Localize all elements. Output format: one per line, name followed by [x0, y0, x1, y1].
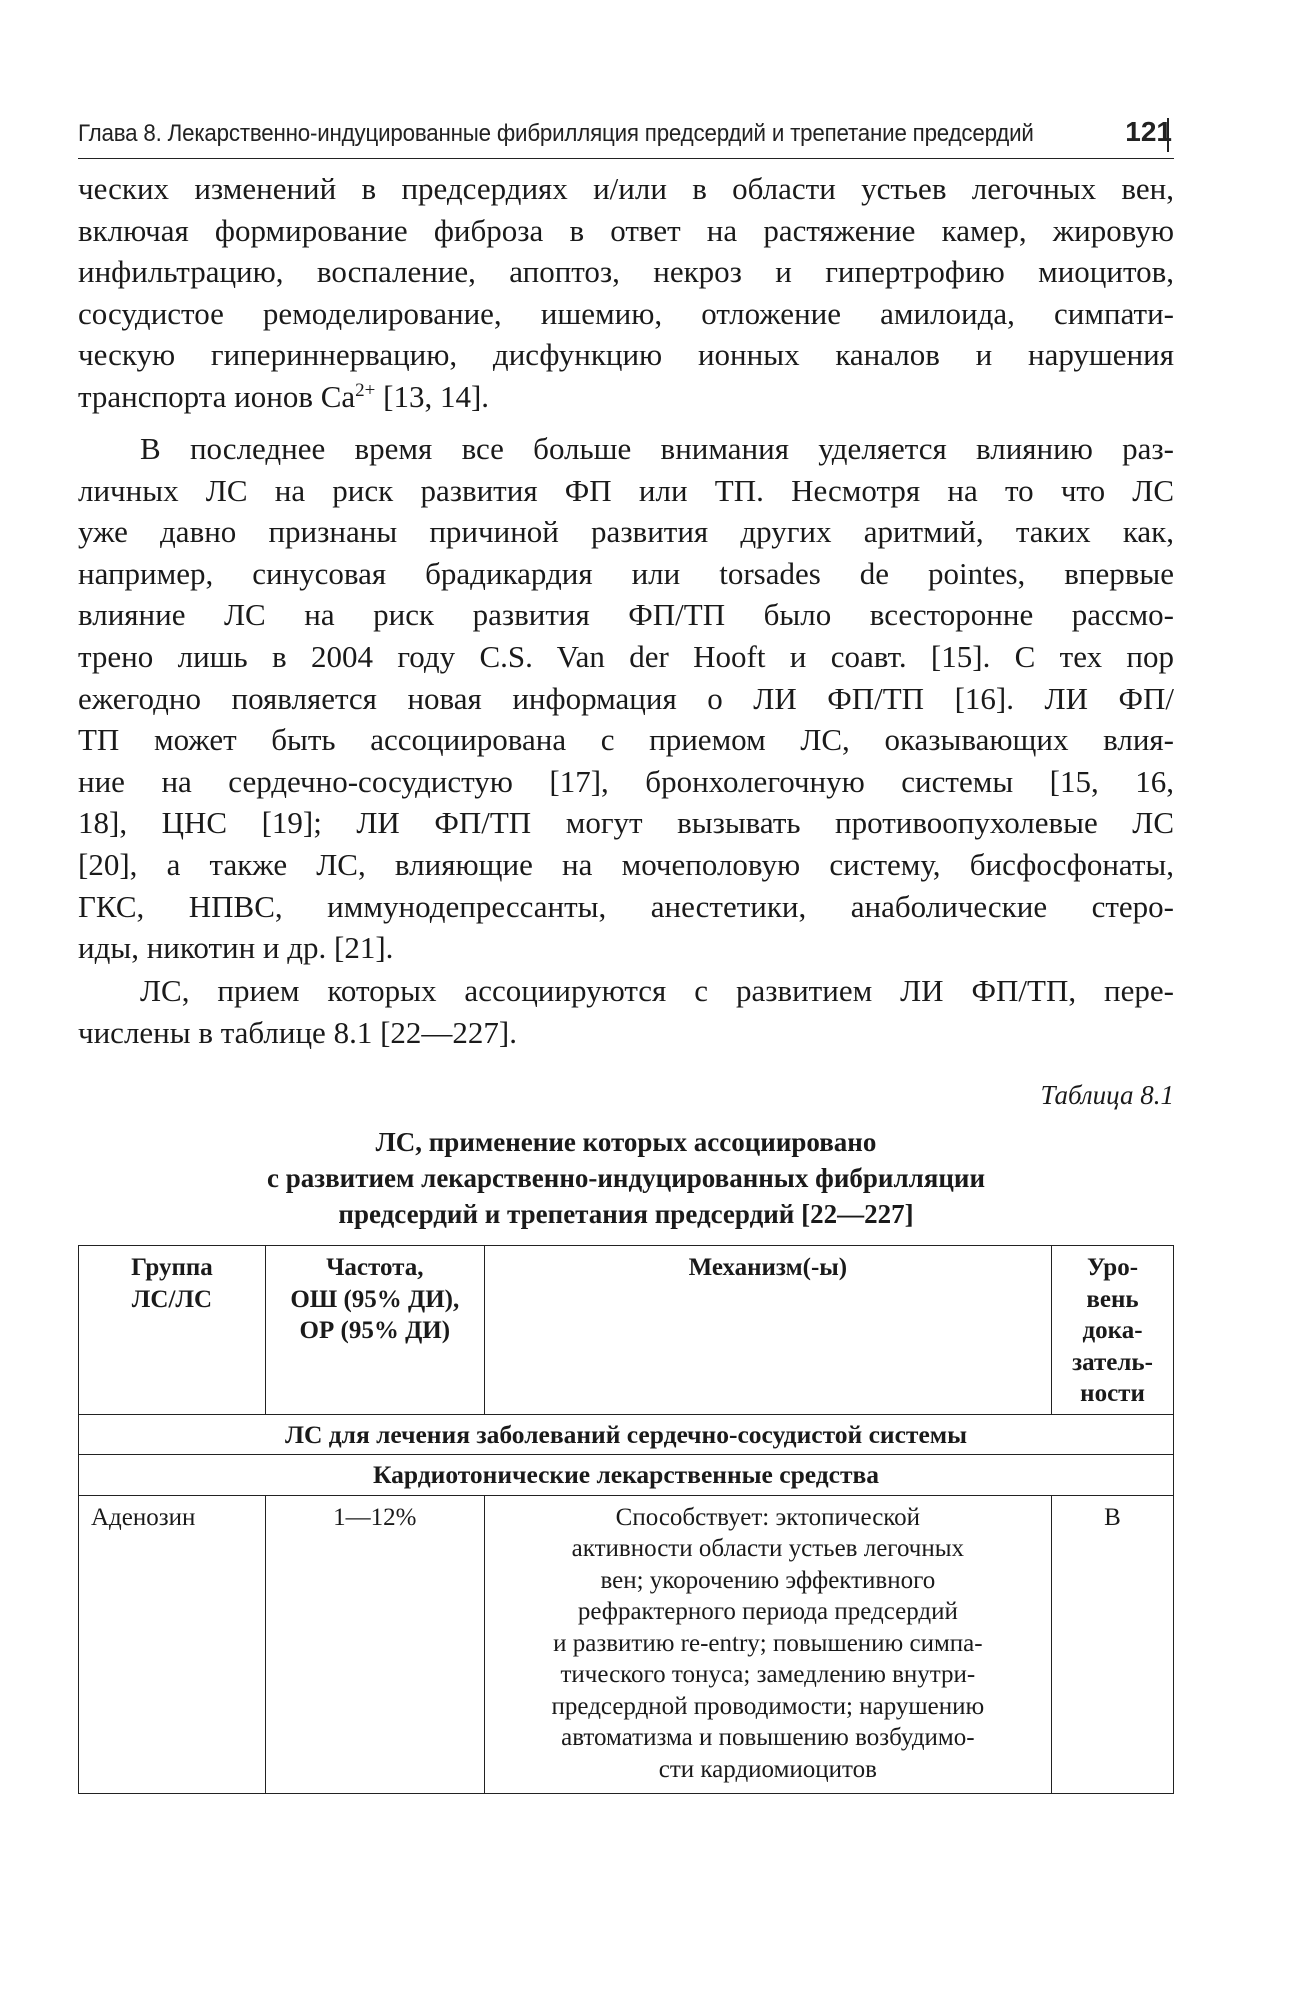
subsection-row [79, 1455, 1174, 1496]
header-line: вень [1086, 1285, 1139, 1313]
superscript: 2+ [355, 379, 376, 401]
text-fragment: транспорта ионов Ca [78, 378, 356, 414]
mechanism-line: рефрактерного периода предсердий [577, 1598, 958, 1625]
running-header [78, 118, 1174, 159]
text-fragment: [13, 14]. [375, 378, 490, 414]
mechanism-line: автоматизма и повышению возбудимо- [561, 1724, 975, 1751]
text-line: ежегодно появляется новая информация о ЛИ ФП/ТП [16]. ЛИ ФП/ [78, 680, 1174, 716]
text-line: уже давно признаны причиной развития других аритмий, таких как, [78, 514, 1174, 550]
text-line: 18], ЦНС [19]; ЛИ ФП/ТП могут вызывать противоопухолевые ЛС [78, 805, 1174, 841]
header-line: Уро- [1087, 1254, 1139, 1281]
mechanism-line: тического тонуса; замедлению внутри- [560, 1661, 976, 1688]
text-line: например, синусовая брадикардия или torsades de pointes, впервые [78, 555, 1174, 591]
table-title-line: с развитием лекарственно-индуцированных фибрилляции [266, 1163, 986, 1193]
mechanism-line: сти кардиомиоцитов [658, 1755, 877, 1783]
header-line: ЛС/ЛС [131, 1285, 213, 1313]
frequency-value: 1—12% [265, 1495, 484, 1794]
text-line: ческих изменений в предсердиях и/или в области устьев легочных вен, [78, 171, 1174, 206]
drug-table [78, 1245, 1174, 1794]
mechanism-line: вен; укорочению эффективного [600, 1566, 936, 1594]
text-line: числены в таблице 8.1 [22—227]. [78, 1014, 517, 1050]
table-title [78, 1124, 1174, 1232]
text-line: инфильтрацию, воспаление, апоптоз, некроз и гипертрофию миоцитов, [78, 254, 1174, 290]
text-line: В последнее время все больше внимания уделяется влиянию раз- [140, 431, 1174, 466]
text-line: личных ЛС на риск развития ФП или ТП. Несмотря на то что ЛС [78, 472, 1174, 508]
header-line: Группа [131, 1254, 213, 1281]
chapter-title: Глава 8. Лекарственно-индуцированные фибрилляция предсердий и трепетание предсердий [78, 120, 1034, 147]
table-header-row [79, 1246, 1174, 1415]
header-mechanism: Механизм(-ы) [484, 1246, 1051, 1415]
text-line: [20], а также ЛС, влияющие на мочеполовую систему, бисфосфонаты, [78, 846, 1174, 882]
header-line: ности [1080, 1380, 1145, 1407]
header-line: дока- [1082, 1317, 1143, 1344]
header-evidence-level [1052, 1246, 1174, 1415]
mechanism-text [484, 1495, 1051, 1794]
paragraph-1 [78, 168, 1174, 418]
text-line: трено лишь в 2004 году C.S. Van der Hooft и соавт. [15]. С тех пор [78, 638, 1174, 674]
evidence-level: B [1052, 1495, 1174, 1794]
subsection-heading: Кардиотонические лекарственные средства [79, 1455, 1174, 1496]
mechanism-line: Способствует: эктопической [615, 1503, 921, 1531]
text-line: влияние ЛС на риск развития ФП/ТП было всесторонне рассмо- [78, 597, 1174, 633]
mechanism-line: активности области устьев легочных [571, 1535, 965, 1562]
paragraph-3 [78, 970, 1174, 1053]
mechanism-line: предсердной проводимости; нарушению [551, 1692, 985, 1720]
mechanism-line: и развитию re-entry; повышению симпа- [553, 1629, 983, 1657]
table-title-line: ЛС, применение которых ассоциировано [375, 1127, 877, 1157]
table-row [79, 1495, 1174, 1794]
header-frequency [265, 1246, 484, 1415]
header-line: ОШ (95% ДИ), [290, 1285, 460, 1313]
text-line: ТП может быть ассоциирована с приемом ЛС, оказывающих влия- [78, 722, 1174, 758]
text-line: включая формирование фиброза в ответ на растяжение камер, жировую [78, 212, 1174, 248]
header-line: затель- [1072, 1348, 1153, 1376]
table-title-line: предсердий и трепетания предсердий [22—227] [338, 1199, 914, 1229]
page-number: 121 [1125, 116, 1172, 147]
paragraph-2 [78, 428, 1174, 969]
text-line [78, 376, 1174, 418]
drug-name: Аденозин [79, 1495, 266, 1794]
text-line: ческую гипериннервацию, дисфункцию ионных каналов и нарушения [78, 337, 1174, 373]
header-line: ОР (95% ДИ) [299, 1317, 451, 1344]
section-row [79, 1414, 1174, 1455]
text-line: ЛС, прием которых ассоциируются с развитием ЛИ ФП/ТП, пере- [140, 973, 1174, 1008]
table-label: Таблица 8.1 [1040, 1080, 1174, 1110]
section-heading: ЛС для лечения заболеваний сердечно-сосудистой системы [79, 1414, 1174, 1455]
text-line: сосудистое ремоделирование, ишемию, отложение амилоида, симпати- [78, 295, 1174, 331]
header-group [79, 1246, 266, 1415]
text-line: ГКС, НПВС, иммунодепрессанты, анестетики, анаболические стеро- [78, 888, 1174, 924]
text-line: иды, никотин и др. [21]. [78, 930, 394, 966]
text-line: ние на сердечно-сосудистую [17], бронхолегочную системы [15, 16, [78, 763, 1174, 799]
header-line: Частота, [326, 1254, 424, 1281]
